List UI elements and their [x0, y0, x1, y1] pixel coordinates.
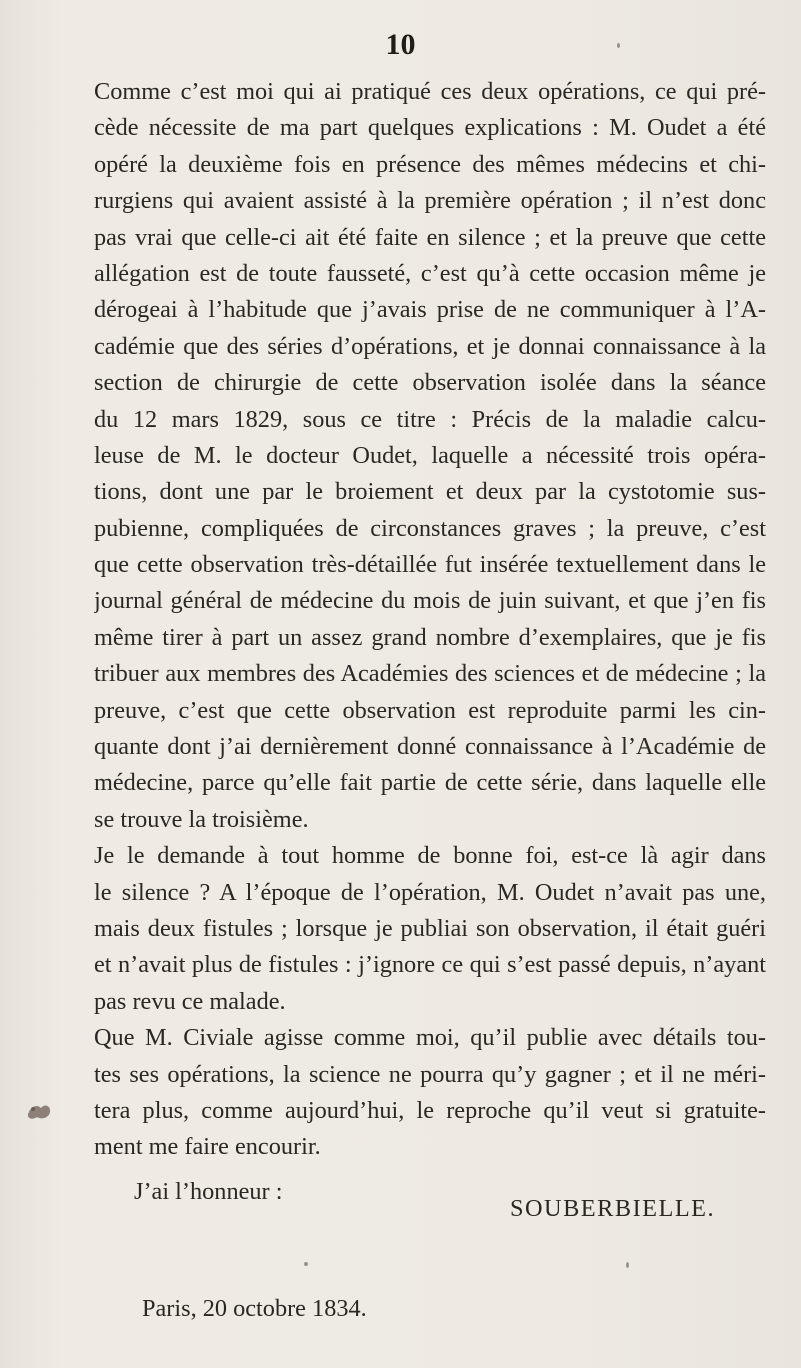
text-line: leuse de M. le docteur Oudet, laquelle a nécessité trois opéra-: [94, 441, 766, 469]
text-line: et n’avait plus de fistules : j’ignore ce qui s’est passé depuis, n’ayant: [94, 951, 766, 979]
paragraph-1: [94, 74, 766, 838]
paper-speck: [304, 1262, 308, 1266]
paragraph-2: [94, 838, 766, 1020]
text-line: section de chirurgie de cette observation isolée dans la séance: [94, 369, 766, 397]
text-line: cadémie que des séries d’opérations, et je donnai connaissance à la: [94, 332, 766, 360]
paragraph-3: [94, 1020, 766, 1166]
text-line: journal général de médecine du mois de juin suivant, et que j’en fis: [94, 587, 766, 615]
text-line: médecine, parce qu’elle fait partie de cette série, dans laquelle elle: [94, 769, 766, 797]
text-line: que cette observation très-détaillée fut insérée textuellement dans le: [94, 551, 766, 579]
text-line: même tirer à part un assez grand nombre d’exemplaires, que je fis: [94, 623, 766, 651]
paper-speck: [617, 43, 620, 48]
text-line: du 12 mars 1829, sous ce titre : Précis de la maladie calcu-: [94, 405, 766, 433]
text-line: allégation est de toute fausseté, c’est qu’à cette occasion même je: [94, 259, 766, 287]
text-line: le silence ? A l’époque de l’opération, M. Oudet n’avait pas une,: [94, 878, 766, 906]
text-line: tera plus, comme aujourd’hui, le reproche qu’il veut si gratuite-: [94, 1096, 766, 1124]
text-line: dérogeai à l’habitude que j’avais prise de ne communiquer à l’A-: [94, 296, 766, 324]
dateline: Paris, 20 octobre 1834.: [142, 1295, 367, 1322]
text-line: ment me faire encourir.: [94, 1133, 321, 1161]
text-line: rurgiens qui avaient assisté à la première opération ; il n’est donc: [94, 187, 766, 215]
stain-mark-icon: [25, 1100, 53, 1122]
page-number: 10: [385, 28, 416, 61]
text-line: pas vrai que celle-ci ait été faite en silence ; et la preuve que cette: [94, 223, 766, 251]
text-line: tions, dont une par le broiement et deux par la cystotomie sus-: [94, 478, 766, 506]
text-line: tes ses opérations, la science ne pourra qu’y gagner ; et il ne méri-: [94, 1060, 766, 1088]
text-line: preuve, c’est que cette observation est reproduite parmi les cin-: [94, 696, 766, 724]
text-line: cède nécessite de ma part quelques explications : M. Oudet a été: [94, 114, 766, 142]
text-line: tribuer aux membres des Académies des sciences et de médecine ; la: [94, 660, 766, 688]
closing-line: J’ai l’honneur :: [134, 1177, 283, 1205]
text-line: Je le demande à tout homme de bonne foi, est-ce là agir dans: [94, 842, 766, 870]
signature: SOUBERBIELLE.: [510, 1195, 716, 1222]
paper-speck: [626, 1262, 629, 1268]
text-line: Que M. Civiale agisse comme moi, qu’il publie avec détails tou-: [94, 1024, 766, 1052]
text-line: pas revu ce malade.: [94, 987, 286, 1015]
body-text: [94, 74, 766, 1210]
text-line: mais deux fistules ; lorsque je publiai son observation, il était guéri: [94, 914, 766, 942]
text-line: se trouve la troisième.: [94, 805, 309, 833]
text-line: quante dont j’ai dernièrement donné connaissance à l’Académie de: [94, 733, 766, 761]
text-line: Comme c’est moi qui ai pratiqué ces deux opérations, ce qui pré-: [94, 78, 766, 105]
text-line: pubienne, compliquées de circonstances graves ; la preuve, c’est: [94, 514, 766, 542]
text-line: opéré la deuxième fois en présence des mêmes médecins et chi-: [94, 150, 766, 178]
